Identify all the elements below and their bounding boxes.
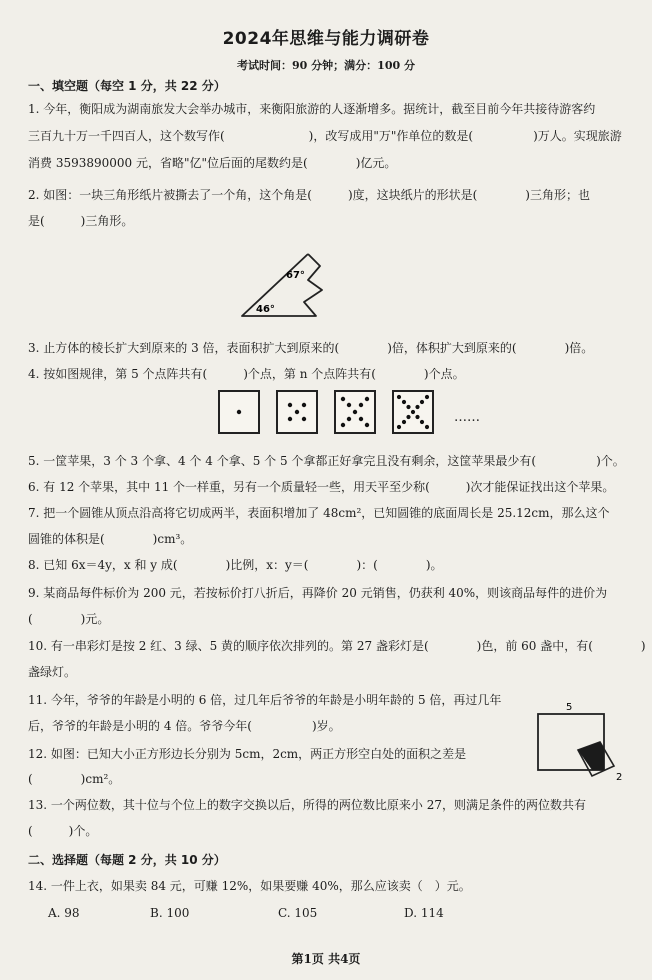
torn-triangle-figure [236,250,336,322]
question-7-line-1: 7. 把一个圆锥从顶点沿高将它切成两半，表面积增加了 48cm²，已知圆锥的底面周长是 25.12cm，那么这个 [28,506,610,520]
question-1-line-1: 1. 今年，衡阳成为湖南旅发大会举办城市，来衡阳旅游的人逐渐增多。据统计，截至目前今年共接待游客约 [28,102,596,116]
question-9-line-1: 9. 某商品每件标价为 200 元，若按标价打八折后，再降价 20 元销售，仍获利 40%，则该商品每件的进价为 [28,586,608,600]
question-1-line-3: 消费 3593890000 元，省略"亿"位后面的尾数约是( )亿元。 [28,156,397,170]
question-13-line-2: ( )个。 [28,824,98,838]
overlapping-squares-figure [530,700,630,790]
exam-info: 考试时间：90 分钟；满分：100 分 [237,59,415,72]
angle-bottom-label: 46° [256,304,275,315]
page-title: 2024年思维与能力调研卷 [222,29,430,49]
angle-top-label: 67° [286,270,305,281]
dot-pattern-4 [392,390,434,434]
dot-pattern-3 [334,390,376,434]
option-a[interactable]: A. 98 [48,906,80,920]
dot-pattern-2 [276,390,318,434]
question-10-line-1: 10. 有一串彩灯是按 2 红、3 绿、5 黄的顺序依次排列的。第 27 盏彩灯是( )色，前 60 盏中，有( ) [28,639,646,653]
question-1-line-2: 三百九十万一千四百人，这个数写作( )，改写成用"万"作单位的数是( )万人。实现旅游 [28,129,622,143]
section-heading-choice: 二、选择题（每题 2 分，共 10 分） [28,853,226,867]
question-2-line-1: 2. 如图：一块三角形纸片被撕去了一个角，这个角是( )度，这块纸片的形状是( )三角形；也 [28,188,590,202]
question-5: 5. 一筐苹果，3 个 3 个拿、4 个 4 个拿、5 个 5 个拿都正好拿完且没有剩余，这筐苹果最少有( )个。 [28,454,625,468]
question-12-line-1: 12. 如图：已知大小正方形边长分别为 5cm，2cm，两正方形空白处的面积之差是 [28,747,467,761]
option-b[interactable]: B. 100 [150,906,190,920]
question-8: 8. 已知 6x＝4y，x 和 y 成( )比例，x：y＝( )：( )。 [28,558,443,572]
question-3: 3. 止方体的棱长扩大到原来的 3 倍，表面积扩大到原来的( )倍，体积扩大到原来的( )倍。 [28,341,594,355]
question-13-line-1: 13. 一个两位数，其十位与个位上的数字交换以后，所得的两位数比原来小 27，则满足条件的两位数共有 [28,798,586,812]
big-square-side-label: 5 [566,702,573,713]
option-c[interactable]: C. 105 [278,906,318,920]
page-footer: 第1页 共4页 [291,952,361,966]
question-14: 14. 一件上衣，如果卖 84 元，可赚 12%，如果要赚 40%，那么应该卖（ ）元。 [28,879,471,893]
question-11-line-2: 后，爷爷的年龄是小明的 4 倍。爷爷今年( )岁。 [28,719,341,733]
option-d[interactable]: D. 114 [404,906,444,920]
question-12-line-2: ( )cm²。 [28,772,121,786]
question-7-line-2: 圆锥的体积是( )cm³。 [28,532,193,546]
question-6: 6. 有 12 个苹果，其中 11 个一样重，另有一个质量轻一些，用天平至少称( )次才能保证找出这个苹果。 [28,480,615,494]
dot-pattern-ellipsis: …… [454,410,480,425]
question-2-line-2: 是( )三角形。 [28,214,134,228]
section-heading-fill-in: 一、填空题（每空 1 分，共 22 分） [28,79,226,93]
small-square-side-label: 2 [616,772,623,783]
question-10-line-2: 盏绿灯。 [28,665,77,679]
dot-pattern-1 [218,390,260,434]
question-11-line-1: 11. 今年，爷爷的年龄是小明的 6 倍，过几年后爷爷的年龄是小明年龄的 5 倍，再过几年 [28,693,502,707]
question-9-line-2: ( )元。 [28,612,110,626]
question-4: 4. 按如图规律，第 5 个点阵共有( )个点，第 n 个点阵共有( )个点。 [28,367,465,381]
